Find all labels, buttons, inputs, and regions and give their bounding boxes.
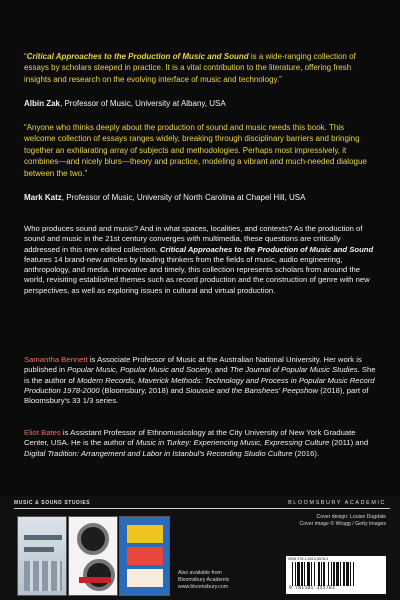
book-description (24, 224, 378, 296)
barcode-stripe (295, 562, 296, 586)
also-available-line: Bloomsbury Academic (178, 576, 230, 583)
endorsement-quote-1 (24, 51, 374, 85)
bio2-book-title: Music in Turkey: Experiencing Music, Expressing Culture (135, 438, 330, 448)
bio1-text: (Bloomsbury, 2018) and (99, 385, 186, 395)
also-available-note (178, 570, 248, 590)
related-book-cover-3 (119, 516, 170, 596)
description-book-title: Critical Approaches to the Production of Music and Sound (159, 244, 374, 254)
bio1-journal: The Journal of Popular Music Studies (229, 365, 358, 375)
barcode-stripe (318, 562, 320, 586)
barcode-stripe (307, 562, 310, 586)
bio1-book-title: Siouxsie and the Banshees' Peepshow (185, 385, 319, 395)
bio1-text: . She is the author of (24, 365, 376, 385)
endorser-affiliation-1: , Professor of Music, University at Albany, USA (60, 99, 226, 108)
barcode-stripe (311, 562, 312, 586)
related-book-cover-1 (17, 516, 67, 596)
barcode-digits: 9 781501 355783 (289, 586, 335, 591)
bio2-book-title: Digital Tradition: Arrangement and Labor in Istanbul's Recording Studio Culture (24, 448, 293, 458)
speaker-art (77, 523, 109, 555)
barcode-stripe (323, 562, 325, 586)
also-available-line: Also available from (178, 570, 222, 576)
barcode-stripe (353, 562, 354, 586)
speaker-art (83, 559, 115, 591)
bio1-text: is Associate Professor of Music at the Australian National University. Her work is published in (24, 355, 362, 375)
barcode-stripe (336, 562, 339, 586)
cover-design-credit: Cover design: Louise Dugdale (316, 514, 386, 520)
barcode-stripe (333, 562, 335, 586)
editor-name-2: Eliot Bates (24, 428, 61, 437)
endorser-name-2: Mark Katz (24, 193, 62, 202)
endorsement-attribution-1 (24, 98, 374, 109)
series-name: MUSIC & SOUND STUDIES (14, 500, 91, 506)
cover-art-element (127, 547, 163, 565)
endorsement-attribution-2 (24, 192, 378, 203)
barcode-stripe (343, 562, 345, 586)
bio1-journal: Popular Music, Popular Music and Society, (67, 365, 213, 375)
bio2-text: (2011) and (329, 438, 369, 448)
barcode-graphic (292, 562, 380, 586)
editor-name-1: Samantha Bennett (24, 355, 88, 364)
cover-art-element (127, 569, 163, 587)
publisher-website: www.bloomsbury.com (178, 583, 229, 590)
barcode-stripe (314, 562, 315, 586)
cover-image-credit: Cover image © Wragg / Getty Images (299, 521, 386, 527)
related-book-cover-2 (68, 516, 118, 596)
cover-credits (300, 514, 386, 528)
barcode-stripe (328, 562, 329, 586)
bio1-text: (2018), part of Bloomsbury's 33 1/3 series. (24, 385, 369, 406)
endorser-affiliation-2: , Professor of Music, University of North Carolina at Chapel Hill, USA (61, 193, 306, 202)
barcode-stripe (297, 562, 300, 586)
bio1-text: and (212, 365, 230, 375)
barcode-stripe (340, 562, 341, 586)
band-divider (14, 508, 390, 509)
cover-art-element (24, 561, 62, 591)
barcode-stripe (350, 562, 351, 586)
publisher-name: BLOOMSBURY ACADEMIC (288, 500, 386, 506)
barcode-stripe (331, 562, 332, 586)
description-part-2: features 14 brand-new articles by leading thinkers from the fields of music, audio engineering, anthropology, and media. Innovative and timely, this collection represents scholars from around the world, revisiting established themes such as record production and the construction of genre with new perspectives, as well as exploring issues in cultural and virtual production. (24, 254, 370, 295)
cover-art-element (24, 535, 62, 540)
barcode-stripe (301, 562, 303, 586)
barcode-stripe (346, 562, 349, 586)
description-part-1: Who produces sound and music? And in what spaces, localities, and contexts? As the production of sound and music in the 21st century converges with multimedia, these questions are critically addressed in this new edited collection. (24, 224, 363, 254)
cover-art-element (127, 525, 163, 543)
cover-art-element (79, 577, 111, 583)
bio2-text: is Assistant Professor of Ethnomusicology at the City University of New York Graduate Center, USA. He is the author of (24, 428, 356, 448)
editor-bio-1 (24, 355, 378, 406)
isbn-text: ISBN 978-1-5013-5578-3 (288, 557, 329, 561)
endorser-name-1: Albin Zak (24, 99, 61, 108)
endorsement-quote-2: “Anyone who thinks deeply about the production of sound and music needs this book. This welcome collection of essays ranges widely, breaking through disciplinary barriers and bringing together an exhilarating array of subjects and methodologies. Perhaps most impressively, it combines—and nicely blurs—theory and practice, modeling a vibrant and much-needed dialogue between the two.” (24, 123, 367, 178)
book-title-in-quote: Critical Approaches to the Production of Music and Sound (26, 52, 249, 61)
editor-bio-2 (24, 428, 378, 459)
bio1-book-title: Modern Records, Maverick Methods: Technology and Process in Popular Music Record Production 1978-2000 (24, 375, 375, 395)
bio2-text: (2016). (292, 448, 320, 458)
quote-1-text: is a wide-ranging collection of essays by scholars steeped in practice. It is a vital contribution to the literature, offering fresh insights and research on the evolving interface of music and technology.” (24, 52, 356, 84)
barcode-stripe (304, 562, 305, 586)
barcode-stripe (292, 562, 293, 586)
barcode-block (286, 556, 386, 594)
barcode-stripe (321, 562, 322, 586)
cover-art-element (24, 547, 54, 552)
quote-open-mark: “ (24, 52, 27, 61)
